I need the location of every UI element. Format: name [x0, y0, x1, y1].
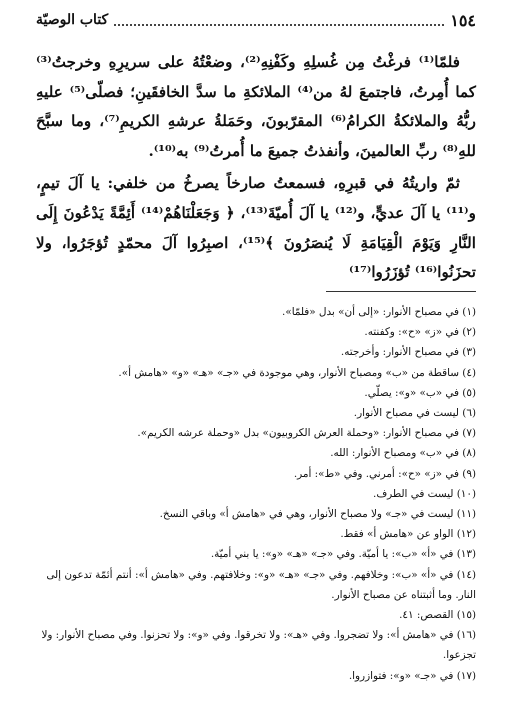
footnote: (٤) ساقطة من «ب» ومصباح الأنوار، وهي موجودة في «جـ» «هـ» «و» «هامش أ».: [118, 366, 476, 379]
book-title: كتاب الوصيّة: [36, 12, 109, 28]
footnote: (٨) في «ب» ومصباح الأنوار: الله.: [330, 447, 476, 460]
page-number: ١٥٤: [450, 10, 476, 30]
main-text: [36, 48, 476, 288]
main-paragraph: ثمّ واريتُهُ في قبرِهِ، فسمعتُ صارخاً يصرخُ من خلفي: يا آلَ تيمٍ، و⁽¹¹⁾ يا آلَ عديٍّ، و⁽¹²⁾ يا آلَ أُميّةَ⁽¹³⁾، ﴿ وَجَعَلْنَاهُمْ⁽¹⁴⁾ أَئِمَّةً يَدْعُونَ إِلَى النَّارِ وَيَوْمَ الْقِيَامَةِ لَا يُنصَرُونَ ﴾⁽¹⁵⁾، اصبِرُوا آلَ محمّدٍ تُؤجَرُوا، ولا تحزَنُوا⁽¹⁶⁾ تُؤزَرُوا⁽¹⁷⁾: [36, 174, 477, 282]
footnote: (١٢) الواو عن «هامش أ» فقط.: [340, 528, 476, 541]
footnote: (١) في مصباح الأنوار: «إلى أن» بدل «فلمّا».: [282, 306, 476, 318]
footnote: (٦) ليست في مصباح الأنوار.: [353, 407, 476, 420]
footnotes: [36, 302, 476, 686]
footnote: (١٥) القصص: ٤١.: [399, 609, 476, 622]
header-leader-dots: [114, 14, 444, 26]
running-header: [36, 10, 476, 30]
footnote: (١١) ليست في «جـ» ولا مصباح الأنوار، وهي في «هامش أ» وباقي النسخ.: [159, 508, 476, 521]
footnote: (٢) في «ز» «ح»: وكفنته.: [364, 326, 476, 339]
footnote: (٥) في «ب» «و»: يصلّي.: [364, 386, 476, 399]
footnote: (٧) في مصباح الأنوار: «وحملة العرش الكروبيون» بدل «وحملة عرشه الكريم».: [137, 427, 476, 440]
footnote: (١٤) في «أ» «ب»: وخلافهم. وفي «جـ» «هـ» «و»: وخلافتهم. وفي «هامش أ»: أنتم أئمّة تدعون إلى النار. وما أثبتناه عن مصباح الأنوار.: [46, 568, 476, 601]
footnote: (١٣) في «أ» «ب»: يا أميّة. وفي «جـ» «هـ» «و»: يا بني أميّة.: [210, 548, 476, 561]
footnote: (٩) في «ز» «ح»: أمرني. وفي «ط»: أمر.: [293, 467, 476, 480]
main-paragraph: فلمّا⁽¹⁾ فرغْتُ مِن غُسلِهِ وكَفْنِهِ⁽²⁾، وضعْتُهُ على سريرِهِ وخرجتُ⁽³⁾ كما أُمِرتُ، فاجتمعَ لهُ من⁽⁴⁾ الملائكةِ ما سدَّ الخافقَينِ؛ فصلّى⁽⁵⁾ عليهِ ربُّهُ والملائكةُ الكرامُ⁽⁶⁾ المقرّبونَ، وحَمَلةُ عرشهِ الكريمِ⁽⁷⁾، وما سبَّحَ للهِ⁽⁸⁾ ربِّ العالمينَ، وأنفذتُ جميعَ ما أُمرتُ⁽⁹⁾ به⁽¹⁰⁾.: [36, 53, 476, 160]
footnote: (١٧) في «جـ» «و»: فتوازروا.: [348, 669, 476, 682]
footnote-separator: [326, 291, 476, 292]
footnote: (١٠) ليست في الطرف.: [373, 487, 476, 500]
footnote: (٣) في مصباح الأنوار: وأخرجته.: [340, 346, 476, 359]
footnote: (١٦) في «هامش أ»: ولا تضجروا. وفي «هـ»: ولا تخرقوا. وفي «و»: ولا تحزنوا. وفي مصباح الأنوار: ولا تجزعوا.: [41, 629, 476, 662]
